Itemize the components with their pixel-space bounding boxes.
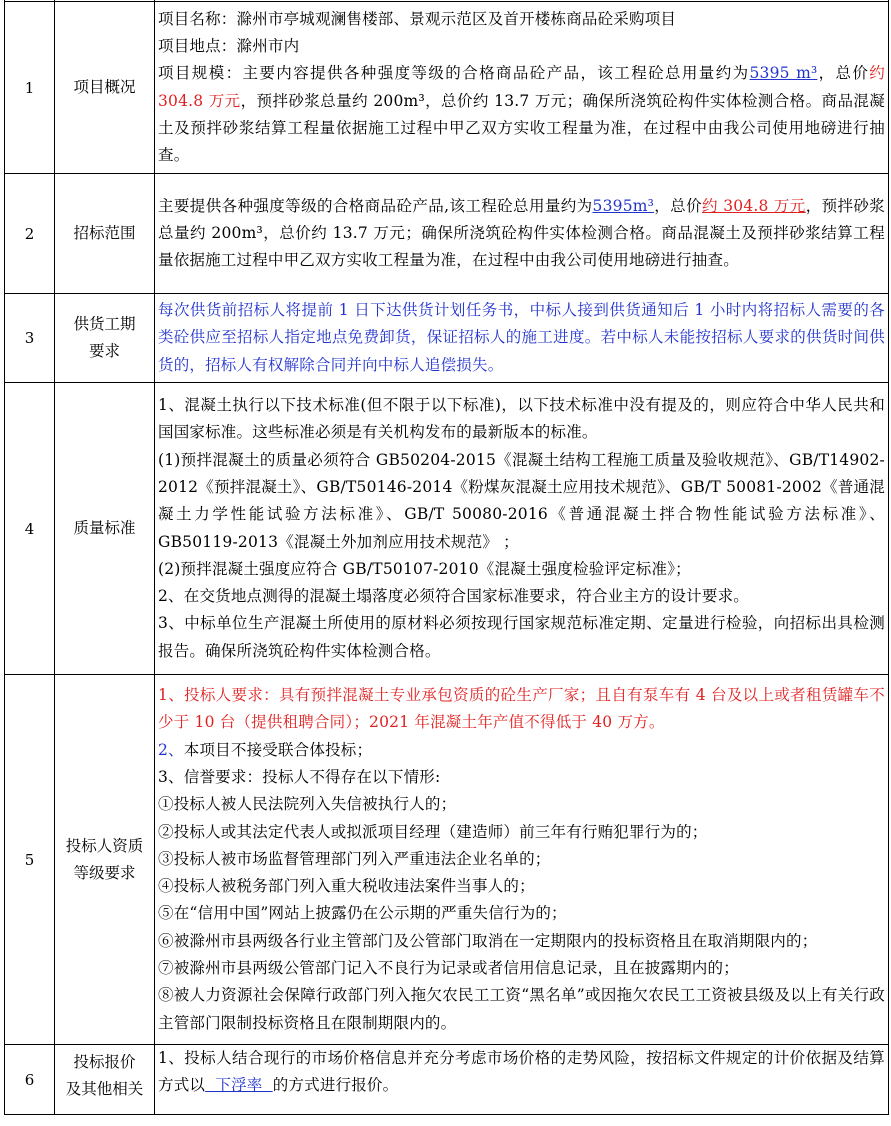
standard-paragraph: 3、中标单位生产混凝土所使用的原材料必须按现行国家规范标准定期、定量进行检验，向招标出具检测报告。确保所浇筑砼构件实体检测合格。 [158, 614, 885, 660]
volume-value: 5395m³ [592, 196, 655, 215]
bidder-requirement: 1、投标人要求：具有预拌混凝土专业承包资质的砼生产厂家；且自有泵车有 4 台及以上或者租赁罐车不少于 10 台（提供租聘合同）；2021 年混凝土年产值不得低于 40 万方。 [158, 686, 885, 732]
condition-item: ③投标人被市场监督管理部门列入严重违法企业名单的； [158, 849, 551, 868]
condition-item: ④投标人被税务部门列入重大税收违法案件当事人的； [158, 877, 535, 896]
condition-item: ⑤在“信用中国”网站上披露仍在公示期的严重失信行为的； [158, 904, 567, 923]
standard-paragraph: (2)预拌混凝土强度应符合 GB/T50107-2010《混凝土强度检验评定标准》； [158, 559, 691, 578]
table-row [5, 174, 889, 294]
row-description: 每次供货前招标人将提前 1 日下达供货计划任务书，中标人接到供货通知后 1 小时内将招标人需要的各类砼供应至招标人指定地点免费卸货，保证招标人的施工进度。若中标人未能按招标人要求的供货时间供货的，招标人有权解除合同并向中标人追偿损失。 [155, 294, 889, 383]
row-number: 1 [5, 2, 55, 174]
price-value: 约 304.8 万元 [158, 64, 885, 110]
row-description [155, 383, 889, 675]
row-item: 项目概况 [55, 2, 155, 174]
row-number: 5 [5, 675, 55, 1045]
row-item: 招标范围 [55, 174, 155, 294]
condition-item: ⑥被滁州市县两级各行业主管部门及公管部门取消在一定期限内的投标资格且在取消期限内的； [158, 931, 818, 950]
condition-item: ②投标人或其法定代表人或拟派项目经理（建造师）前三年有行贿犯罪行为的； [158, 822, 708, 841]
standard-paragraph: 1、混凝土执行以下技术标准(但不限于以下标准)，以下技术标准中没有提及的，则应符合中华人民共和国国家标准。这些标准必须是有关机构发布的最新版本的标准。 [158, 396, 885, 442]
table-row [5, 2, 889, 174]
condition-item: ⑦被滁州市县两级公管部门记入不良行为记录或者信用信息记录，且在披露期内的； [158, 959, 739, 978]
credit-requirement: 3、信誉要求：投标人不得存在以下情形: [158, 767, 441, 786]
table-row [5, 1045, 889, 1115]
row-description: 主要提供各种强度等级的合格商品砼产品,该工程砼总用量约为5395m³，总价约 304.8 万元，预拌砂浆总量约 200m³，总价约 13.7 万元；确保所浇筑砼构件实体检测合格。商品混凝土及预拌砂浆结算工程量依据施工过程中甲乙双方实收工程量为准，在过程中由我公司使用地磅进行抽查。 [155, 174, 889, 294]
row-item: 投标报价 及其他相关 [55, 1045, 155, 1115]
pricing-method: 下浮率 [205, 1076, 273, 1095]
consortium-rule: 2、本项目不接受联合体投标； [158, 740, 373, 759]
row-number: 3 [5, 294, 55, 383]
row-description: 1、投标人结合现行的市场价格信息并充分考虑市场价格的走势风险，按招标文件规定的计价依据及结算方式以 下浮率 的方式进行报价。 [155, 1045, 889, 1115]
table-row [5, 675, 889, 1045]
price-value: 约 304.8 万元 [701, 196, 806, 215]
standard-paragraph: 2、在交货地点测得的混凝土塌落度必须符合国家标准要求，符合业主方的设计要求。 [158, 587, 749, 606]
volume-value: 5395 m³ [749, 64, 818, 83]
table-row [5, 294, 889, 383]
condition-item: ⑧被人力资源社会保障行政部门列入拖欠农民工工资“黑名单”或因拖欠农民工工资被县级及以上有关行政主管部门限制投标资格且在限制期限内的。 [158, 986, 885, 1032]
row-number: 2 [5, 174, 55, 294]
project-scale: 项目规模：主要内容提供各种强度等级的合格商品砼产品，该工程砼总用量约为5395 m³，总价约 304.8 万元，预拌砂浆总量约 200m³，总价约 13.7 万元；确保所浇筑砼构件实体检测合格。商品混凝土及预拌砂浆结算工程量依据施工过程中甲乙双方实收工程量为准，在过程中由我公司使用地磅进行抽查。 [158, 64, 885, 165]
condition-item: ①投标人被人民法院列入失信被执行人的； [158, 795, 457, 814]
project-name: 项目名称：滁州市亭城观澜售楼部、景观示范区及首开楼栋商品砼采购项目 [158, 9, 677, 28]
row-item: 投标人资质 等级要求 [55, 675, 155, 1045]
row-description [155, 2, 889, 174]
row-description [155, 675, 889, 1045]
row-item: 质量标准 [55, 383, 155, 675]
requirements-table [4, 0, 889, 1115]
row-item: 供货工期 要求 [55, 294, 155, 383]
project-place: 项目地点：滁州市内 [158, 36, 300, 55]
table-row [5, 383, 889, 675]
row-number: 4 [5, 383, 55, 675]
row-number: 6 [5, 1045, 55, 1115]
standard-paragraph: (1)预拌混凝土的质量必须符合 GB50204-2015《混凝土结构工程施工质量及验收规范》、GB/T14902-2012《预拌混凝土》、GB/T50146-2014《粉煤灰混凝土应用技术规范》、GB/T 50081-2002《普通混凝土力学性能试验方法标准》、GB/T 50080-2016《普通混凝土拌合物性能试验方法标准》、 GB50119-2013《混凝土外加剂应用技术规范》 ； [158, 450, 885, 551]
